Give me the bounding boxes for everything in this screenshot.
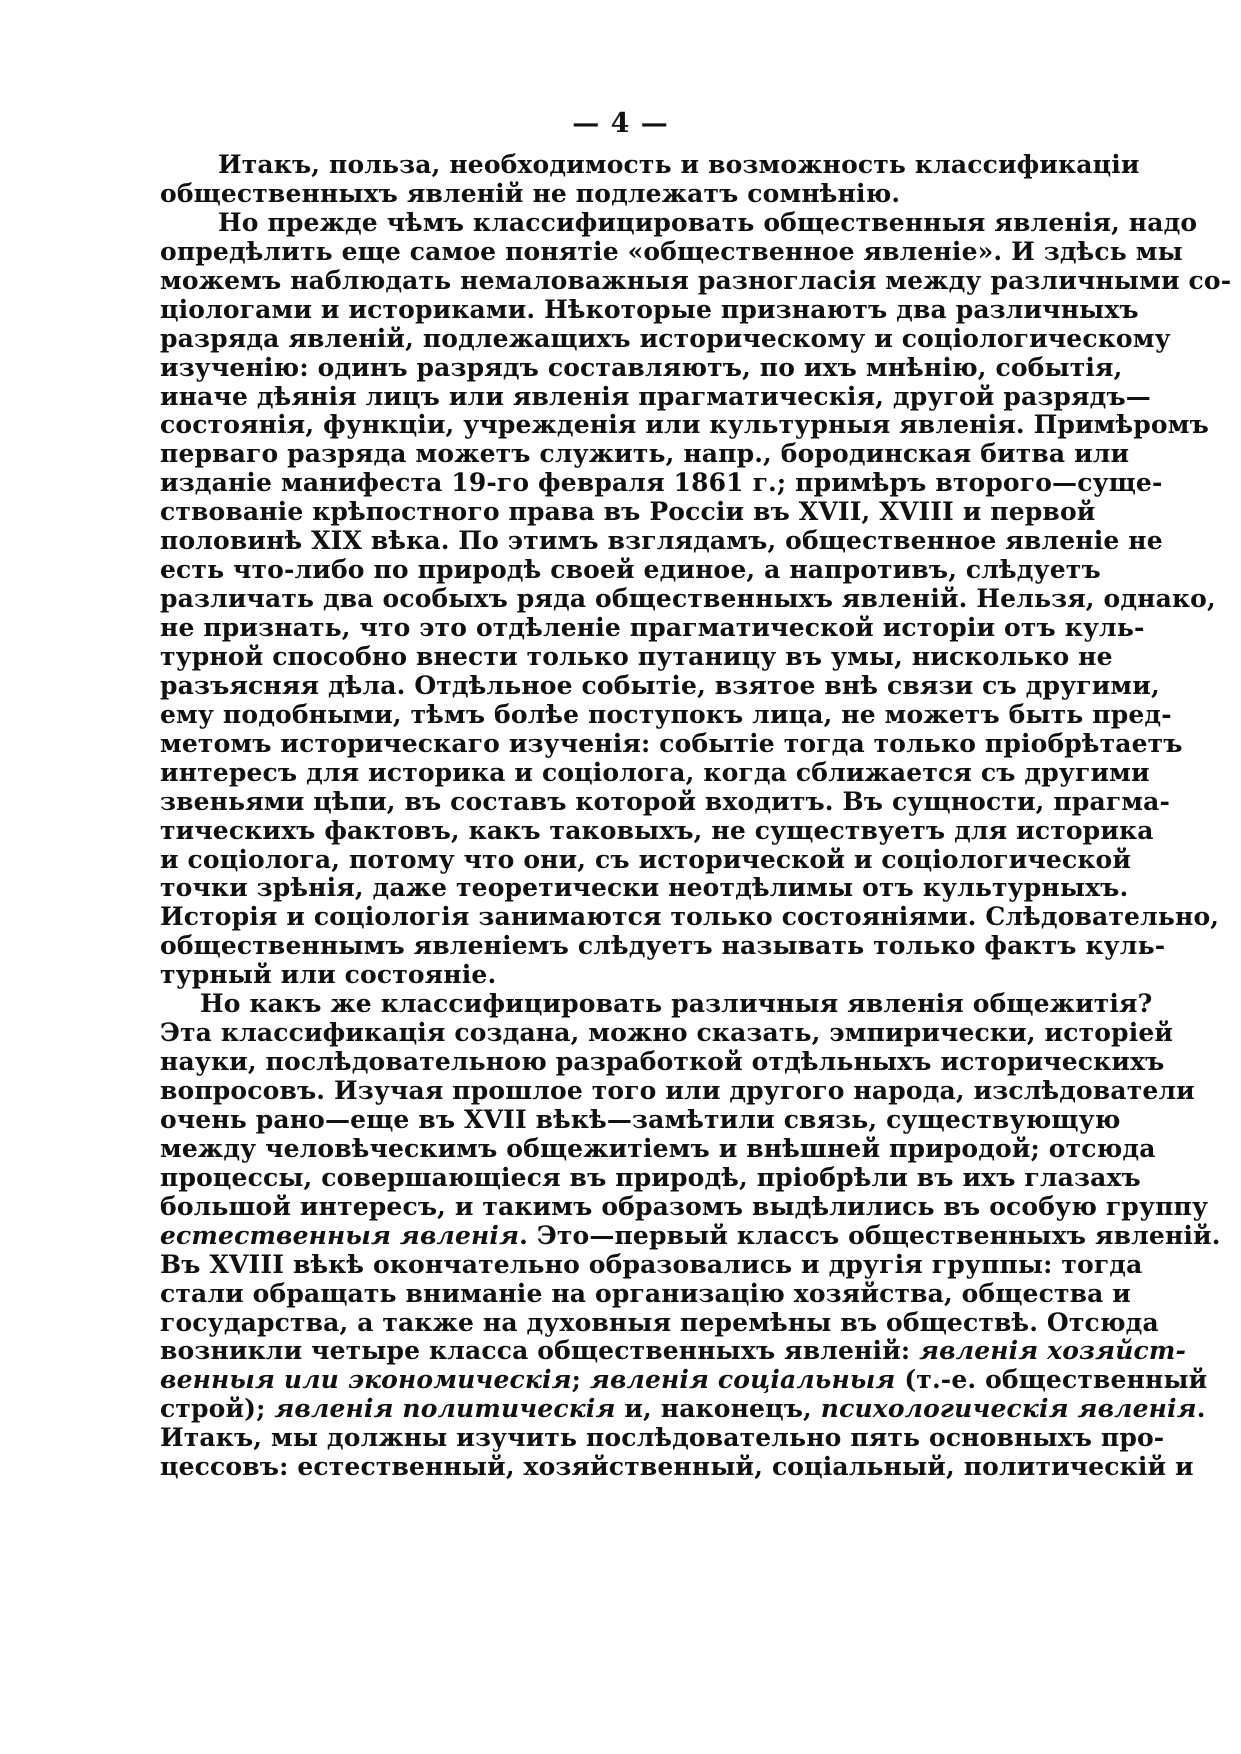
text-line: науки, послѣдовательною разработкой отдѣльныхъ историческихъ — [160, 1047, 1165, 1077]
text-line: изученію: одинъ разрядъ составляютъ, по ихъ мнѣнію, событія, — [160, 352, 1123, 382]
italic-term: явленія политическія — [274, 1394, 616, 1424]
text-line: иначе дѣянія лицъ или явленія прагматическія, другой разрядъ— — [160, 381, 1151, 411]
text-line: половинѣ XIX вѣка. По этимъ взглядамъ, общественное явленіе не — [160, 526, 1163, 556]
text-line: различать два особыхъ ряда общественныхъ явленій. Нельзя, однако, — [160, 584, 1216, 614]
text-line: государства, а также на духовныя перемѣны въ обществѣ. Отсюда — [160, 1307, 1159, 1337]
text-line: венныя или экономическія; явленія соціальныя (т.-е. общественный — [160, 1365, 1208, 1395]
text-line: интересъ для историка и соціолога, когда сближается съ другими — [160, 757, 1150, 787]
text-line: Но какъ же классифицировать различныя явленія общежитія? — [200, 989, 1153, 1019]
text-line: изданіе манифеста 19-го февраля 1861 г.; примѣръ второго—суще- — [160, 468, 1163, 498]
text-line: Исторія и соціологія занимаются только состояніями. Слѣдовательно, — [160, 902, 1220, 932]
text-line: метомъ историческаго изученія: событіе тогда только пріобрѣтаетъ — [160, 728, 1183, 758]
text-line: общественнымъ явленіемъ слѣдуетъ называть только фактъ куль- — [160, 931, 1166, 961]
text-line: между человѣческимъ общежитіемъ и внѣшней природой; отсюда — [160, 1133, 1156, 1163]
text-line: не признать, что это отдѣленіе прагматической исторіи отъ куль- — [160, 613, 1145, 642]
text-line: разъясняя дѣла. Отдѣльное событіе, взятое внѣ связи съ другими, — [160, 670, 1160, 700]
text-line: процессы, совершающіеся въ природѣ, пріобрѣли въ ихъ глазахъ — [160, 1162, 1141, 1192]
text-line: состоянія, функціи, учрежденія или культурныя явленія. Примѣромъ — [160, 410, 1209, 440]
text-line: ціологами и историками. Нѣкоторые признаютъ два различныхъ — [160, 294, 1139, 324]
text-line: строй); явленія политическія и, наконецъ, психологическія явленія. — [160, 1394, 1206, 1424]
text-line: есть что-либо по природѣ своей единое, а напротивъ, слѣдуетъ — [160, 555, 1101, 585]
page-number: — 4 — — [572, 108, 669, 139]
italic-term: венныя или экономическія — [160, 1365, 572, 1395]
italic-term: психологическія явленія — [820, 1394, 1197, 1424]
text-line: разряда явленій, подлежащихъ историческому и соціологическому — [160, 323, 1171, 353]
text-line: Эта классификація создана, можно сказать, эмпирически, исторіей — [160, 1018, 1174, 1048]
text-line: вопросовъ. Изучая прошлое того или другого народа, изслѣдователи — [160, 1076, 1195, 1105]
text-line: Но прежде чѣмъ классифицировать общественныя явленія, надо — [218, 207, 1198, 237]
text-line: Итакъ, польза, необходимость и возможность классификаціи — [218, 150, 1140, 179]
text-line: тическихъ фактовъ, какъ таковыхъ, не существуетъ для историка — [160, 815, 1154, 845]
italic-term: естественныя явленія — [160, 1220, 520, 1250]
text-line: естественныя явленія. Это—первый классъ общественныхъ явленій. — [160, 1220, 1221, 1250]
text-line: ему подобными, тѣмъ болѣе поступокъ лица, не можетъ быть пред- — [160, 699, 1172, 729]
text-line: точки зрѣнія, даже теоретически неотдѣлимы отъ культурныхъ. — [160, 873, 1129, 903]
text-line: звеньями цѣпи, въ составъ которой входитъ. Въ сущности, прагма- — [160, 786, 1171, 816]
text-line: ствованіе крѣпостного права въ Россіи въ XVII, XVIII и первой — [160, 497, 1096, 527]
text-line: и соціолога, потому что они, съ исторической и соціологической — [160, 844, 1132, 874]
text-line: большой интересъ, и такимъ образомъ выдѣлились въ особую группу — [160, 1191, 1209, 1221]
text-line: турный или состояніе. — [160, 960, 497, 990]
text-line: стали обращать вниманіе на организацію хозяйства, общества и — [160, 1278, 1131, 1308]
text-line: опредѣлить еще самое понятіе «общественное явленіе». И здѣсь мы — [160, 236, 1183, 266]
text-line: очень рано—еще въ XVII вѣкѣ—замѣтили связь, существующую — [160, 1104, 1121, 1134]
text-line: возникли четыре класса общественныхъ явленій: явленія хозяйст- — [160, 1336, 1187, 1366]
text-line: турной способно внести только путаницу въ умы, нисколько не — [160, 641, 1113, 671]
italic-term: явленія соціальныя — [589, 1365, 896, 1395]
text-line: цессовъ: естественный, хозяйственный, соціальный, политическій и — [160, 1452, 1194, 1482]
italic-term: явленія хозяйст- — [919, 1336, 1187, 1366]
text-line: перваго разряда можетъ служить, напр., бородинская битва или — [160, 439, 1130, 469]
body-text — [160, 150, 1232, 1482]
text-line: общественныхъ явленій не подлежатъ сомнѣнію. — [160, 178, 901, 208]
text-line: можемъ наблюдать немаловажныя разногласія между различными со- — [160, 265, 1232, 295]
text-line: Въ XVIII вѣкѣ окончательно образовались и другія группы: тогда — [160, 1249, 1143, 1279]
text-line: Итакъ, мы должны изучить послѣдовательно пять основныхъ про- — [160, 1423, 1165, 1453]
